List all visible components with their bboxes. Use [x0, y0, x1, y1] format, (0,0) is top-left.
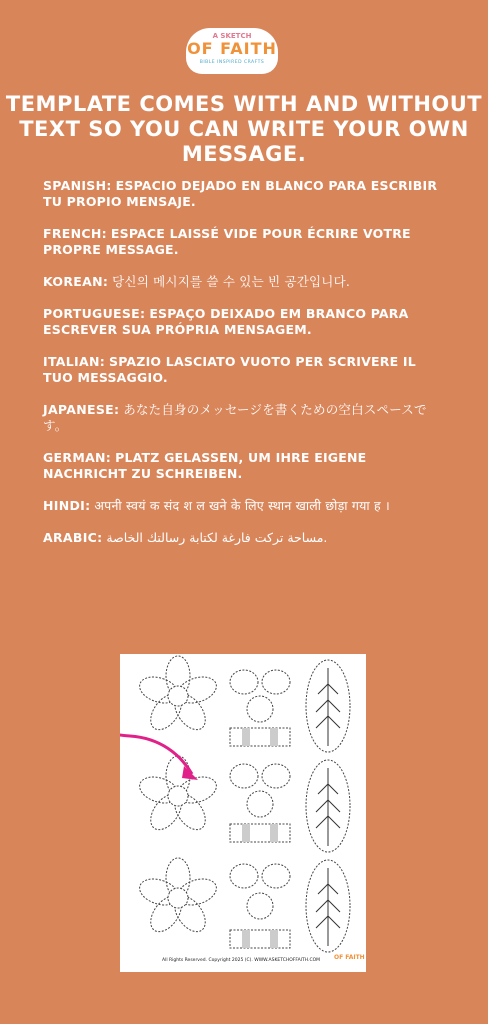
lang-label: KOREAN:	[43, 274, 109, 289]
translation-text: ESPACIO DEJADO EN BLANCO PARA ESCRIBIR TU PROPIO MENSAJE.	[43, 178, 438, 209]
flower-outline	[136, 756, 219, 835]
headline: TEMPLATE COMES WITH AND WITHOUT TEXT SO YOU CAN WRITE YOUR OWN MESSAGE.	[5, 92, 483, 166]
translation-french	[43, 226, 443, 258]
template-drawing	[120, 654, 366, 972]
translation-japanese	[43, 402, 443, 434]
translation-text: ESPACE LAISSÉ VIDE POUR ÉCRIRE VOTRE PROPRE MESSAGE.	[43, 226, 411, 257]
flower-outline	[136, 858, 219, 937]
translation-korean	[43, 274, 443, 290]
lang-label: SPANISH:	[43, 178, 112, 193]
logo-tagline: BIBLE INSPIRED CRAFTS	[199, 60, 265, 65]
lang-label: ARABIC:	[43, 530, 103, 545]
translation-portuguese	[43, 306, 443, 338]
translation-text: مساحة تركت فارغة لكتابة رسالتك الخاصة.	[106, 530, 328, 545]
translation-text: ESPAÇO DEIXADO EM BRANCO PARA ESCREVER SUA PRÓPRIA MENSAGEM.	[43, 306, 409, 337]
lang-label: JAPANESE:	[43, 402, 120, 417]
translation-arabic	[43, 530, 443, 546]
bee-outline	[230, 864, 290, 948]
sheet-footer: All Rights Reserved. Copyright 2025 (C). WWW.ASKETCHOFFAITH.COM	[162, 958, 321, 963]
translation-hindi	[43, 498, 443, 514]
translation-text: अपनी स्वयं क संद श ल खने के लिए स्थान खाली छोड़ा गया ह ।	[94, 498, 390, 513]
translation-text: SPAZIO LASCIATO VUOTO PER SCRIVERE IL TUO MESSAGGIO.	[43, 354, 416, 385]
bee-outline	[230, 764, 290, 842]
lang-label: PORTUGUESE:	[43, 306, 146, 321]
lang-label: GERMAN:	[43, 450, 112, 465]
translation-text: 당신의 메시지를 쓸 수 있는 빈 공간입니다.	[112, 274, 351, 289]
lang-label: HINDI:	[43, 498, 91, 513]
logo-brand-text: OF FAITH	[187, 39, 277, 58]
translation-text: あなた自身のメッセージを書くための空白スペースです。	[43, 402, 427, 433]
lang-label: ITALIAN:	[43, 354, 106, 369]
translation-list	[43, 178, 443, 562]
lang-label: FRENCH:	[43, 226, 107, 241]
brand-logo	[186, 28, 278, 74]
translation-german	[43, 450, 443, 482]
flower-outline	[136, 656, 219, 735]
translation-text: PLATZ GELASSEN, UM IHRE EIGENE NACHRICHT ZU SCHREIBEN.	[43, 450, 367, 481]
template-preview	[120, 654, 366, 972]
sheet-mini-logo: OF FAITH	[334, 954, 365, 961]
bee-outline	[230, 670, 290, 746]
translation-italian	[43, 354, 443, 386]
translation-spanish	[43, 178, 443, 210]
logo-top-text: A SKETCH	[212, 32, 252, 40]
